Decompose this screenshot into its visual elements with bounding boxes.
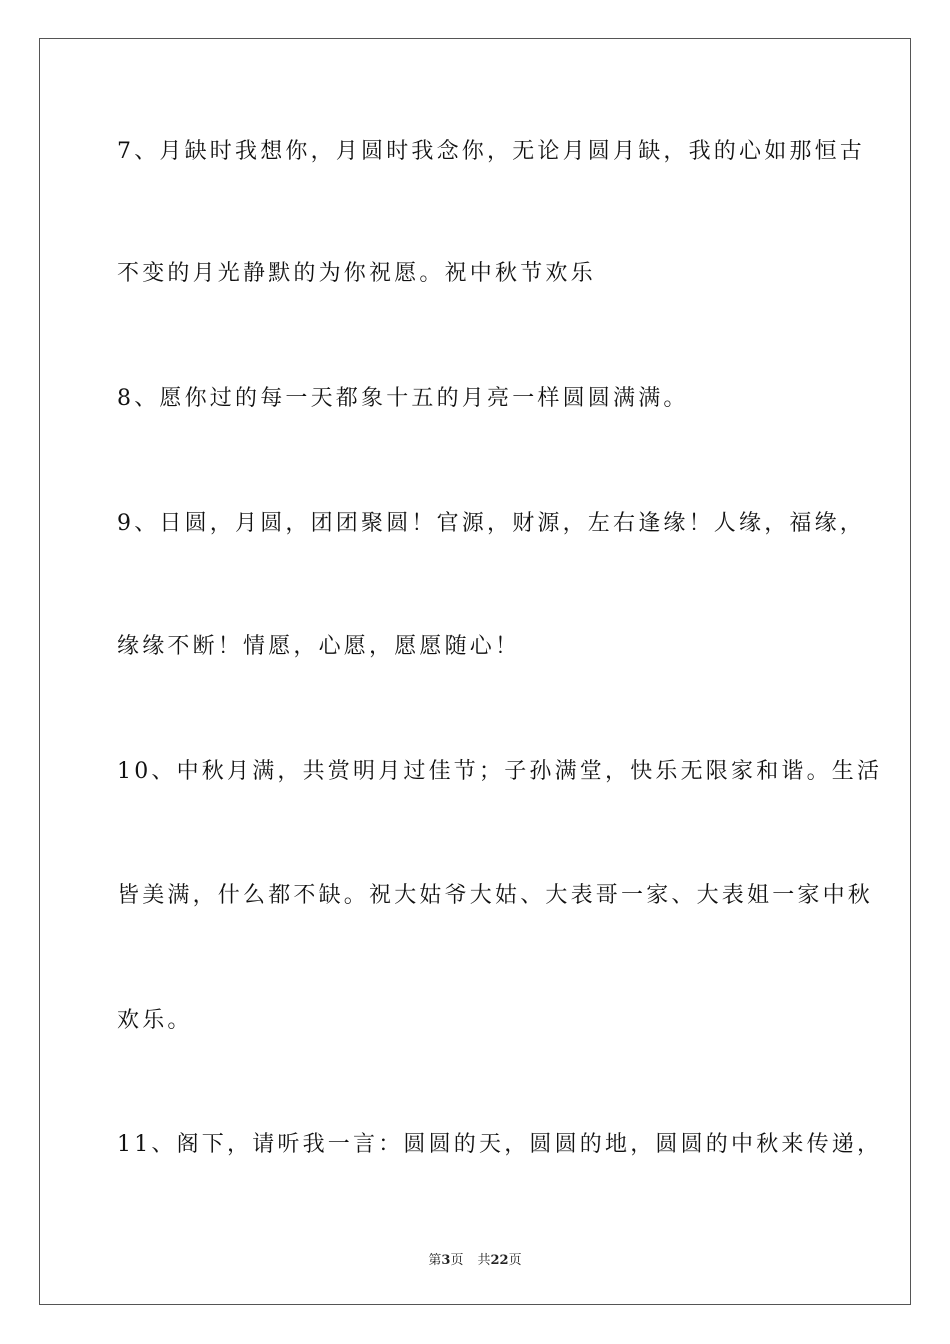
page-suffix: 页 — [450, 1253, 464, 1268]
page-prefix: 第 — [428, 1253, 442, 1268]
page-number: 3 — [441, 1253, 451, 1268]
page-footer — [0, 1249, 950, 1268]
text-line-2: 不变的月光静默的为你祝愿。祝中秋节欢乐 — [117, 261, 596, 286]
total-suffix: 页 — [508, 1253, 522, 1268]
text-line-6: 10、中秋月满，共赏明月过佳节；子孙满堂，快乐无限家和谐。生活 — [117, 759, 883, 784]
text-line-1: 7、月缺时我想你，月圆时我念你，无论月圆月缺，我的心如那恒古 — [117, 139, 865, 164]
text-line-9: 11、阁下，请听我一言：圆圆的天，圆圆的地，圆圆的中秋来传递， — [117, 1132, 883, 1157]
text-line-8: 欢乐。 — [117, 1008, 193, 1033]
text-line-3: 8、愿你过的每一天都象十五的月亮一样圆圆满满。 — [117, 386, 689, 411]
total-prefix: 共 — [477, 1253, 491, 1268]
total-pages: 22 — [490, 1253, 509, 1268]
text-line-4: 9、日圆，月圆，团团聚圆！官源，财源，左右逢缘！人缘，福缘， — [117, 511, 865, 536]
page-frame — [39, 38, 911, 1305]
text-line-5: 缘缘不断！情愿，心愿，愿愿随心！ — [117, 634, 521, 659]
text-line-7: 皆美满，什么都不缺。祝大姑爷大姑、大表哥一家、大表姐一家中秋 — [117, 883, 874, 908]
